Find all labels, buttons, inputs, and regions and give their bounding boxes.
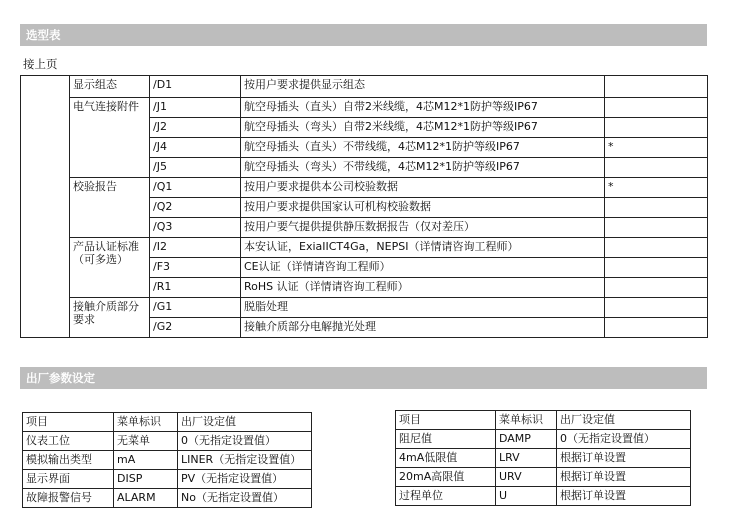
option-code: /J4: [150, 138, 241, 158]
option-code: /I2: [150, 238, 241, 258]
option-mark: *: [605, 178, 708, 198]
selection-section-header: 选型表: [20, 24, 707, 46]
param-cell: DAMP: [496, 430, 557, 449]
param-cell: LINER（无指定设置值）: [178, 451, 312, 470]
param-cell: PV（无指定设置值）: [178, 470, 312, 489]
option-description: 航空母插头（直头）自带2米线缆，4芯M12*1防护等级IP67: [241, 98, 605, 118]
param-row: [396, 449, 691, 468]
params-table-right: [395, 410, 691, 506]
selection-row: [21, 298, 708, 318]
option-code: /J1: [150, 98, 241, 118]
option-mark: [605, 158, 708, 178]
option-code: /Q1: [150, 178, 241, 198]
option-description: 按用户要求提供国家认可机构校验数据: [241, 198, 605, 218]
param-cell: 仪表工位: [23, 432, 114, 451]
selection-table: [20, 75, 708, 338]
factory-section-header: 出厂参数设定: [20, 367, 707, 389]
param-row: [23, 451, 312, 470]
param-header-cell: 出厂设定值: [178, 413, 312, 432]
param-cell: LRV: [496, 449, 557, 468]
option-code: /J2: [150, 118, 241, 138]
param-cell: 模拟输出类型: [23, 451, 114, 470]
param-cell: 4mA低限值: [396, 449, 496, 468]
param-cell: 故障报警信号: [23, 489, 114, 508]
option-mark: [605, 198, 708, 218]
param-cell: 根据订单设置: [557, 468, 691, 487]
option-code: /G2: [150, 318, 241, 338]
param-header-cell: 菜单标识: [496, 411, 557, 430]
param-cell: DISP: [114, 470, 178, 489]
option-description: CE认证（详情请咨询工程师）: [241, 258, 605, 278]
option-category: 显示组态: [70, 76, 150, 98]
option-mark: [605, 76, 708, 98]
param-header-cell: 菜单标识: [114, 413, 178, 432]
param-cell: 根据订单设置: [557, 449, 691, 468]
option-description: 脱脂处理: [241, 298, 605, 318]
option-description: 航空母插头（直头）不带线缆，4芯M12*1防护等级IP67: [241, 138, 605, 158]
option-description: 航空母插头（弯头）不带线缆，4芯M12*1防护等级IP67: [241, 158, 605, 178]
selection-row: [21, 98, 708, 118]
param-cell: ALARM: [114, 489, 178, 508]
option-mark: [605, 238, 708, 258]
param-cell: 阻尼值: [396, 430, 496, 449]
option-code: /F3: [150, 258, 241, 278]
param-header-row: [396, 411, 691, 430]
option-mark: [605, 98, 708, 118]
option-mark: *: [605, 138, 708, 158]
option-mark: [605, 258, 708, 278]
param-cell: mA: [114, 451, 178, 470]
option-description: 按用户要求提供显示组态: [241, 76, 605, 98]
option-category: 电气连接附件: [70, 98, 150, 178]
option-mark: [605, 298, 708, 318]
param-cell: 无菜单: [114, 432, 178, 451]
option-description: 按用户要求提供本公司校验数据: [241, 178, 605, 198]
param-header-cell: 项目: [396, 411, 496, 430]
param-row: [23, 470, 312, 489]
params-table-left: [22, 412, 312, 508]
param-row: [396, 487, 691, 506]
selection-row: [21, 76, 708, 98]
blank-left-column: [21, 76, 70, 338]
option-code: /Q2: [150, 198, 241, 218]
option-code: /Q3: [150, 218, 241, 238]
param-header-row: [23, 413, 312, 432]
param-row: [23, 489, 312, 508]
param-header-cell: 项目: [23, 413, 114, 432]
param-cell: 0（无指定设置值）: [178, 432, 312, 451]
option-category: 校验报告: [70, 178, 150, 238]
option-mark: [605, 218, 708, 238]
param-cell: 0（无指定设置值）: [557, 430, 691, 449]
selection-row: [21, 238, 708, 258]
option-description: 接触介质部分电解抛光处理: [241, 318, 605, 338]
param-cell: U: [496, 487, 557, 506]
option-code: /D1: [150, 76, 241, 98]
param-cell: URV: [496, 468, 557, 487]
option-code: /J5: [150, 158, 241, 178]
param-cell: No（无指定设置值）: [178, 489, 312, 508]
param-row: [396, 468, 691, 487]
option-mark: [605, 318, 708, 338]
option-category: 产品认证标准（可多选）: [70, 238, 150, 298]
option-category: 接触介质部分要求: [70, 298, 150, 338]
param-cell: 根据订单设置: [557, 487, 691, 506]
param-header-cell: 出厂设定值: [557, 411, 691, 430]
continued-label: 接上页: [23, 57, 58, 71]
option-description: 航空母插头（弯头）自带2米线缆，4芯M12*1防护等级IP67: [241, 118, 605, 138]
param-row: [396, 430, 691, 449]
option-code: /R1: [150, 278, 241, 298]
param-cell: 过程单位: [396, 487, 496, 506]
option-description: 本安认证，ExiaIICT4Ga，NEPSI（详情请咨询工程师）: [241, 238, 605, 258]
option-description: 按用户要气提供提供静压数据报告（仅对差压）: [241, 218, 605, 238]
option-description: RoHS 认证（详情请咨询工程师）: [241, 278, 605, 298]
option-code: /G1: [150, 298, 241, 318]
param-row: [23, 432, 312, 451]
param-cell: 20mA高限值: [396, 468, 496, 487]
option-mark: [605, 278, 708, 298]
param-cell: 显示界面: [23, 470, 114, 489]
selection-row: [21, 178, 708, 198]
option-mark: [605, 118, 708, 138]
